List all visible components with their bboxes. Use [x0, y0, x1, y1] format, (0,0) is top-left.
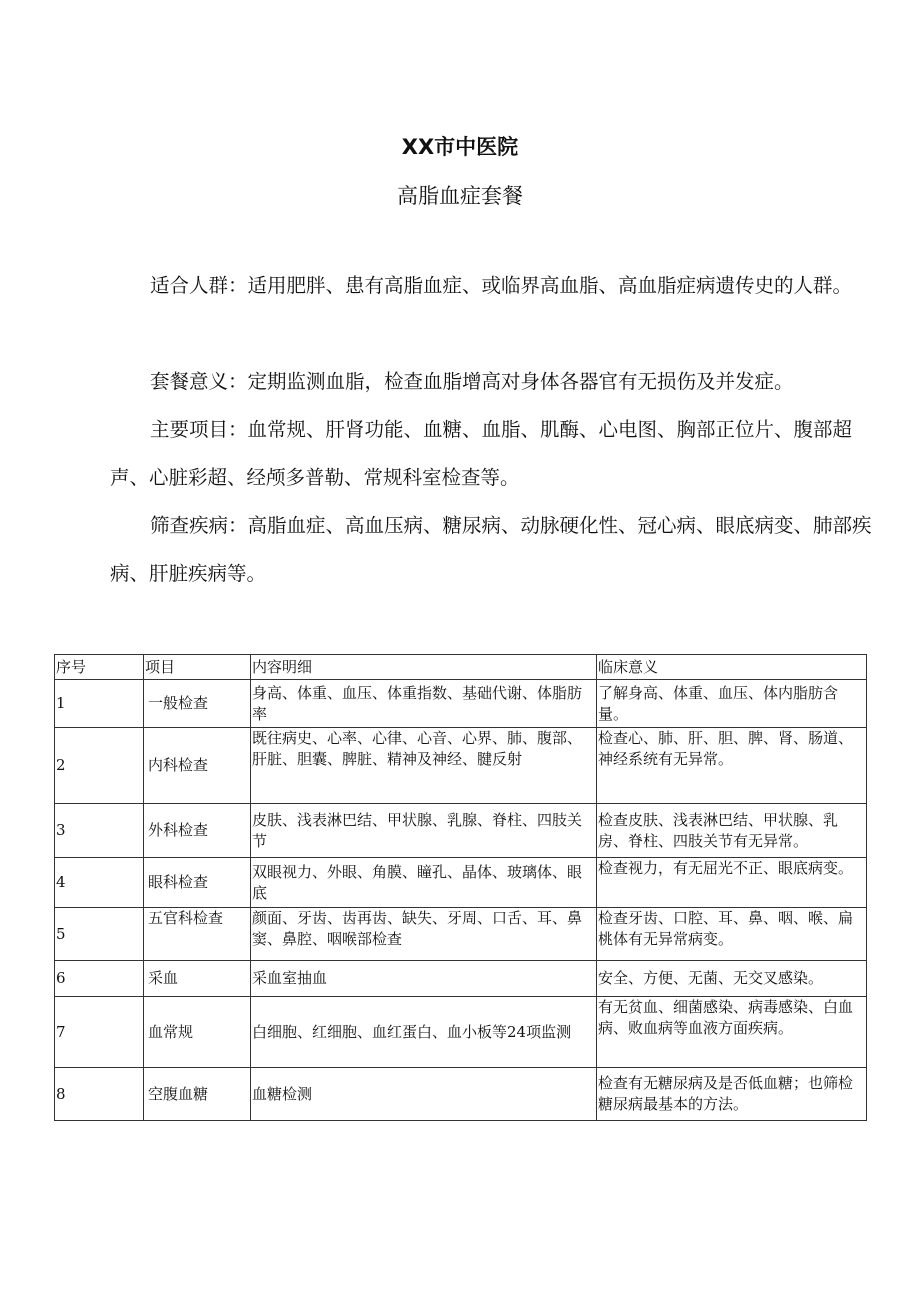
- row-no: 8: [55, 1068, 144, 1121]
- header-detail: 内容明细: [251, 655, 597, 680]
- row-no: 7: [55, 997, 144, 1068]
- table-row: [55, 908, 867, 961]
- header-no: 序号: [55, 655, 144, 680]
- row-item: 采血: [144, 961, 251, 997]
- row-meaning: 安全、方便、无菌、无交叉感染。: [597, 961, 867, 997]
- table-row: [55, 804, 867, 858]
- row-meaning: 有无贫血、细菌感染、病毒感染、白血病、败血病等血液方面疾病。: [597, 997, 867, 1068]
- table-row: [55, 680, 867, 728]
- row-no: 5: [55, 908, 144, 961]
- row-meaning: 了解身高、体重、血压、体内脂肪含量。: [597, 680, 867, 728]
- row-detail: 双眼视力、外眼、角膜、瞳孔、晶体、玻璃体、眼底: [251, 858, 597, 908]
- target-group-text: 适合人群：适用肥胖、患有高脂血症、或临界高血脂、高血脂症病遗传史的人群。: [150, 274, 853, 297]
- row-item: 外科检查: [144, 804, 251, 858]
- row-item: 空腹血糖: [144, 1068, 251, 1121]
- row-meaning: 检查皮肤、浅表淋巴结、甲状腺、乳房、脊柱、四肢关节有无异常。: [597, 804, 867, 858]
- table-row: [55, 1068, 867, 1121]
- row-detail: 身高、体重、血压、体重指数、基础代谢、体脂肪率: [251, 680, 597, 728]
- row-detail: 皮肤、浅表淋巴结、甲状腺、乳腺、脊柱、四肢关节: [251, 804, 597, 858]
- row-detail: 既往病史、心率、心律、心音、心界、肺、腹部、肝脏、胆囊、脾脏、精神及神经、腱反射: [251, 728, 597, 804]
- row-detail: 白细胞、红细胞、血红蛋白、血小板等24项监测: [251, 997, 597, 1068]
- main-items-paragraph: [110, 406, 880, 502]
- row-item: 血常规: [144, 997, 251, 1068]
- row-item: 眼科检查: [144, 858, 251, 908]
- row-no: 1: [55, 680, 144, 728]
- significance-paragraph: [110, 358, 880, 406]
- row-detail: 颜面、牙齿、齿再齿、缺失、牙周、口舌、耳、鼻窦、鼻腔、咽喉部检查: [251, 908, 597, 961]
- row-meaning: 检查有无糖尿病及是否低血糖；也筛检糖尿病最基本的方法。: [597, 1068, 867, 1121]
- table-row: [55, 997, 867, 1068]
- row-item: 内科检查: [144, 728, 251, 804]
- table-row: [55, 858, 867, 908]
- table-header-row: [55, 655, 867, 680]
- row-item: 五官科检查: [144, 908, 251, 961]
- table-row: [55, 728, 867, 804]
- header-meaning: 临床意义: [597, 655, 867, 680]
- screening-paragraph: [110, 502, 880, 598]
- row-detail: 采血室抽血: [251, 961, 597, 997]
- screening-text: 筛查疾病：高脂血症、高血压病、糖尿病、动脉硬化性、冠心病、眼底病变、肺部疾病、肝脏疾病等。: [110, 514, 872, 585]
- row-no: 4: [55, 858, 144, 908]
- significance-text: 套餐意义：定期监测血脂，检查血脂增高对身体各器官有无损伤及并发症。: [150, 370, 794, 393]
- row-no: 2: [55, 728, 144, 804]
- row-detail: 血糖检测: [251, 1068, 597, 1121]
- exam-items-table: [54, 654, 867, 1121]
- row-meaning: 检查视力，有无屈光不正、眼底病变。: [597, 858, 867, 908]
- header-item: 项目: [144, 655, 251, 680]
- main-items-text: 主要项目：血常规、肝肾功能、血糖、血脂、肌酶、心电图、胸部正位片、腹部超声、心脏彩超、经颅多普勒、常规科室检查等。: [110, 418, 853, 489]
- table-row: [55, 961, 867, 997]
- row-item: 一般检查: [144, 680, 251, 728]
- row-meaning: 检查心、肺、肝、胆、脾、肾、肠道、神经系统有无异常。: [597, 728, 867, 804]
- row-no: 3: [55, 804, 144, 858]
- target-group-paragraph: [110, 262, 880, 310]
- hospital-title: XX市中医院: [401, 135, 519, 159]
- row-meaning: 检查牙齿、口腔、耳、鼻、咽、喉、扁桃体有无异常病变。: [597, 908, 867, 961]
- package-title: 高脂血症套餐: [397, 184, 523, 208]
- row-no: 6: [55, 961, 144, 997]
